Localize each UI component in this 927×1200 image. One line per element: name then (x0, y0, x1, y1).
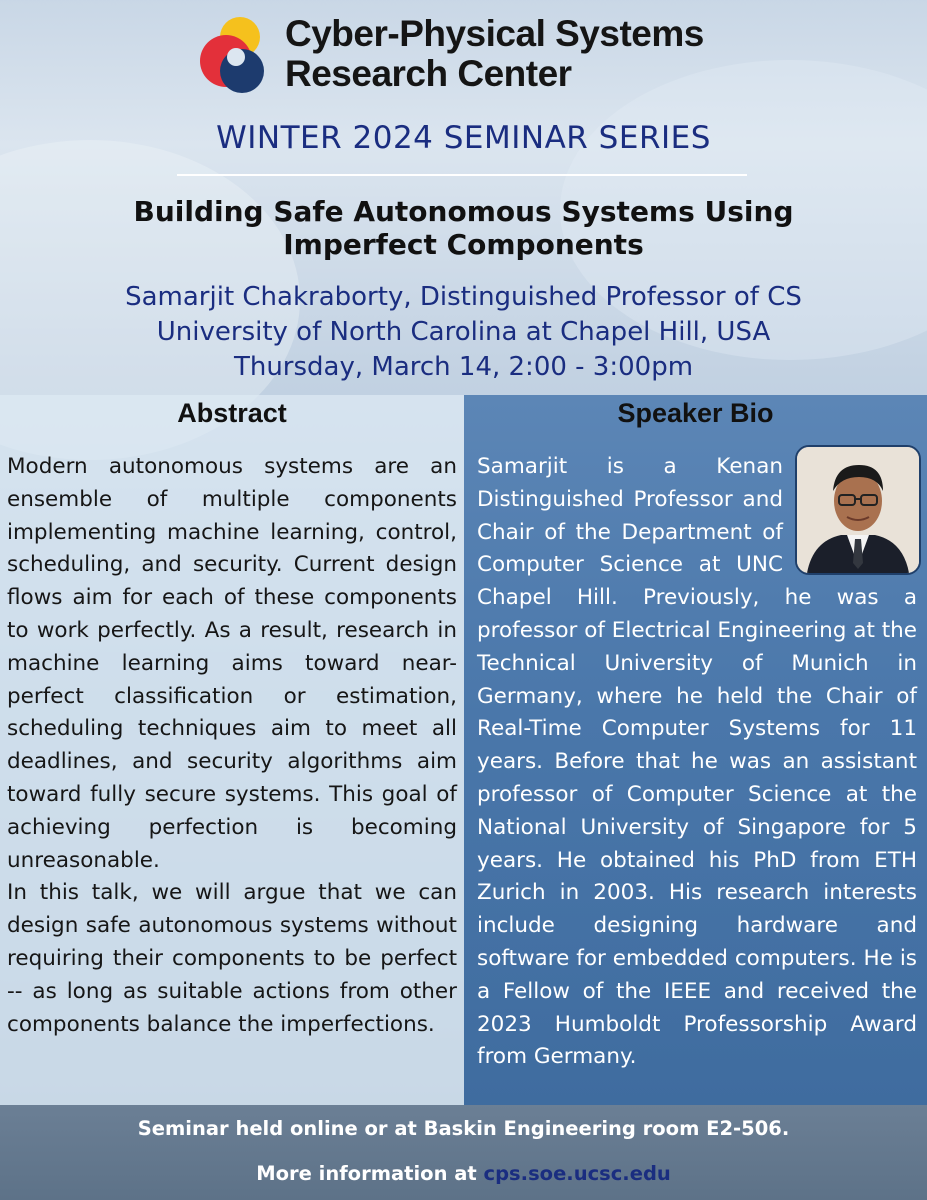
seminar-series: WINTER 2024 SEMINAR SERIES (216, 120, 711, 156)
abstract-heading: Abstract (177, 398, 287, 428)
cps-logo-icon (196, 15, 274, 95)
abstract-body (7, 451, 457, 1041)
divider (177, 174, 747, 176)
more-info (0, 1162, 927, 1185)
abstract-paragraph: In this talk, we will argue that we can design safe autonomous systems without requiring their components to be perfect -- as long as suitable actions from other components balance the imperfections. (7, 880, 457, 1037)
more-info-label: More information at (256, 1162, 477, 1185)
bio-panel (464, 395, 927, 1105)
speaker-info (30, 280, 897, 385)
poster-footer (0, 1105, 927, 1200)
bio-body (477, 451, 917, 1074)
abstract-panel (0, 395, 464, 1105)
org-name: Cyber-Physical Systems Research Center (285, 13, 704, 94)
speaker-photo (795, 445, 921, 575)
seminar-datetime: Thursday, March 14, 2:00 - 3:00pm (233, 352, 694, 382)
talk-title: Building Safe Autonomous Systems Using Imperfect Components (133, 195, 794, 261)
speaker-name-title: Samarjit Chakraborty, Distinguished Professor of CS (125, 282, 802, 312)
bio-heading: Speaker Bio (617, 398, 774, 428)
speaker-portrait-icon (797, 447, 919, 573)
abstract-paragraph: Modern autonomous systems are an ensemble of multiple components implementing machine learning, control, scheduling, and security. Current design flows aim for each of these components to work perfectly. As a result, research in machine learning aims toward near-perfect classification or estimation, scheduling techniques aim to meet all deadlines, and security algorithms aim toward fully secure systems. This goal of achieving perfection is becoming unreasonable. (7, 454, 457, 873)
speaker-affiliation: University of North Carolina at Chapel Hill, USA (156, 317, 771, 347)
website-link[interactable]: cps.soe.ucsc.edu (483, 1162, 671, 1185)
poster-header (0, 0, 927, 395)
seminar-location: Seminar held online or at Baskin Engineering room E2-506. (137, 1117, 790, 1140)
bio-text: Samarjit is a Kenan Distinguished Professor and Chair of the Department of Computer Science at UNC Chapel Hill. Previously, he was a professor of Electrical Engineering at the Technical University of Munich in Germany, where he held the Chair of Real-Time Computer Systems for 11 years. Before that he was an assistant professor of Computer Science at the National University of Singapore for 5 years. He obtained his PhD from ETH Zurich in 2003. His research interests include designing hardware and software for embedded computers. He is a Fellow of the IEEE and received the 2023 Humboldt Professorship Award from Germany. (477, 454, 917, 1070)
